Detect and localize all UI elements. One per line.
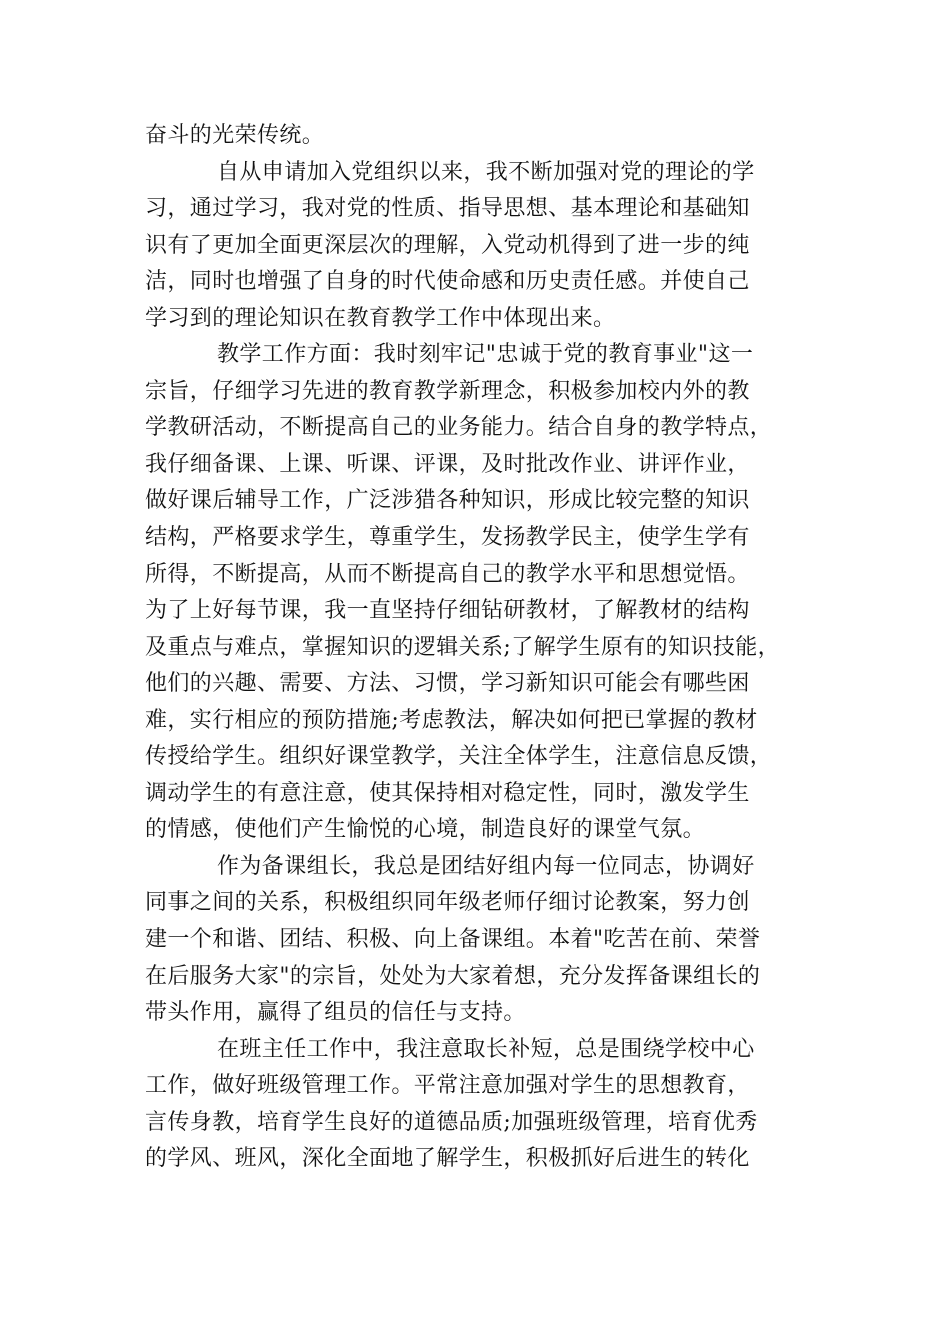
text-line: 自从申请加入党组织以来，我不断加强对党的理论的学 <box>217 159 755 185</box>
text-line: 学习到的理论知识在教育教学工作中体现出来。 <box>145 305 616 331</box>
text-line: 调动学生的有意注意，使其保持相对稳定性，同时，激发学生 <box>145 780 750 806</box>
text-line: 难，实行相应的预防措施;考虑教法，解决如何把已掌握的教材 <box>145 707 758 733</box>
text-line: 所得，不断提高，从而不断提高自己的教学水平和思想觉悟。 <box>145 561 750 587</box>
text-line: 结构，严格要求学生，尊重学生，发扬教学民主，使学生学有 <box>145 525 750 551</box>
text-line: 他们的兴趣、需要、方法、习惯，学习新知识可能会有哪些困 <box>145 671 750 697</box>
text-line: 及重点与难点，掌握知识的逻辑关系;了解学生原有的知识技能， <box>145 634 781 660</box>
text-line: 建一个和谐、团结、积极、向上备课组。本着"吃苦在前、荣誉 <box>145 927 761 953</box>
text-line: 识有了更加全面更深层次的理解，入党动机得到了进一步的纯 <box>145 232 750 258</box>
text-line: 洁，同时也增强了自身的时代使命感和历史责任感。并使自己 <box>145 269 750 295</box>
text-line: 传授给学生。组织好课堂教学，关注全体学生，注意信息反馈， <box>145 744 773 770</box>
text-line: 习，通过学习，我对党的性质、指导思想、基本理论和基础知 <box>145 196 750 222</box>
text-line: 做好课后辅导工作，广泛涉猎各种知识，形成比较完整的知识 <box>145 488 750 514</box>
document-body <box>145 118 825 1178</box>
text-line: 言传身教，培育学生良好的道德品质;加强班级管理，培育优秀 <box>145 1109 758 1135</box>
text-line: 为了上好每节课，我一直坚持仔细钻研教材，了解教材的结构 <box>145 598 750 624</box>
text-line: 教学工作方面：我时刻牢记"忠诚于党的教育事业"这一 <box>217 342 754 368</box>
text-line: 作为备课组长，我总是团结好组内每一位同志，协调好 <box>217 853 755 879</box>
text-line: 宗旨，仔细学习先进的教育教学新理念，积极参加校内外的教 <box>145 378 750 404</box>
text-line: 我仔细备课、上课、听课、评课，及时批改作业、讲评作业， <box>145 451 750 477</box>
text-line: 同事之间的关系，积极组织同年级老师仔细讨论教案，努力创 <box>145 890 750 916</box>
text-line: 在班主任工作中，我注意取长补短，总是围绕学校中心 <box>217 1036 755 1062</box>
text-line: 在后服务大家"的宗旨，处处为大家着想，充分发挥备课组长的 <box>145 963 761 989</box>
text-line: 学教研活动，不断提高自己的业务能力。结合自身的教学特点， <box>145 415 773 441</box>
text-line: 的情感，使他们产生愉悦的心境，制造良好的课堂气氛。 <box>145 817 706 843</box>
text-line: 带头作用，赢得了组员的信任与支持。 <box>145 1000 526 1026</box>
text-line: 奋斗的光荣传统。 <box>145 123 325 148</box>
text-line: 的学风、班风，深化全面地了解学生，积极抓好后进生的转化 <box>145 1146 750 1172</box>
text-line: 工作，做好班级管理工作。平常注意加强对学生的思想教育， <box>145 1073 750 1099</box>
